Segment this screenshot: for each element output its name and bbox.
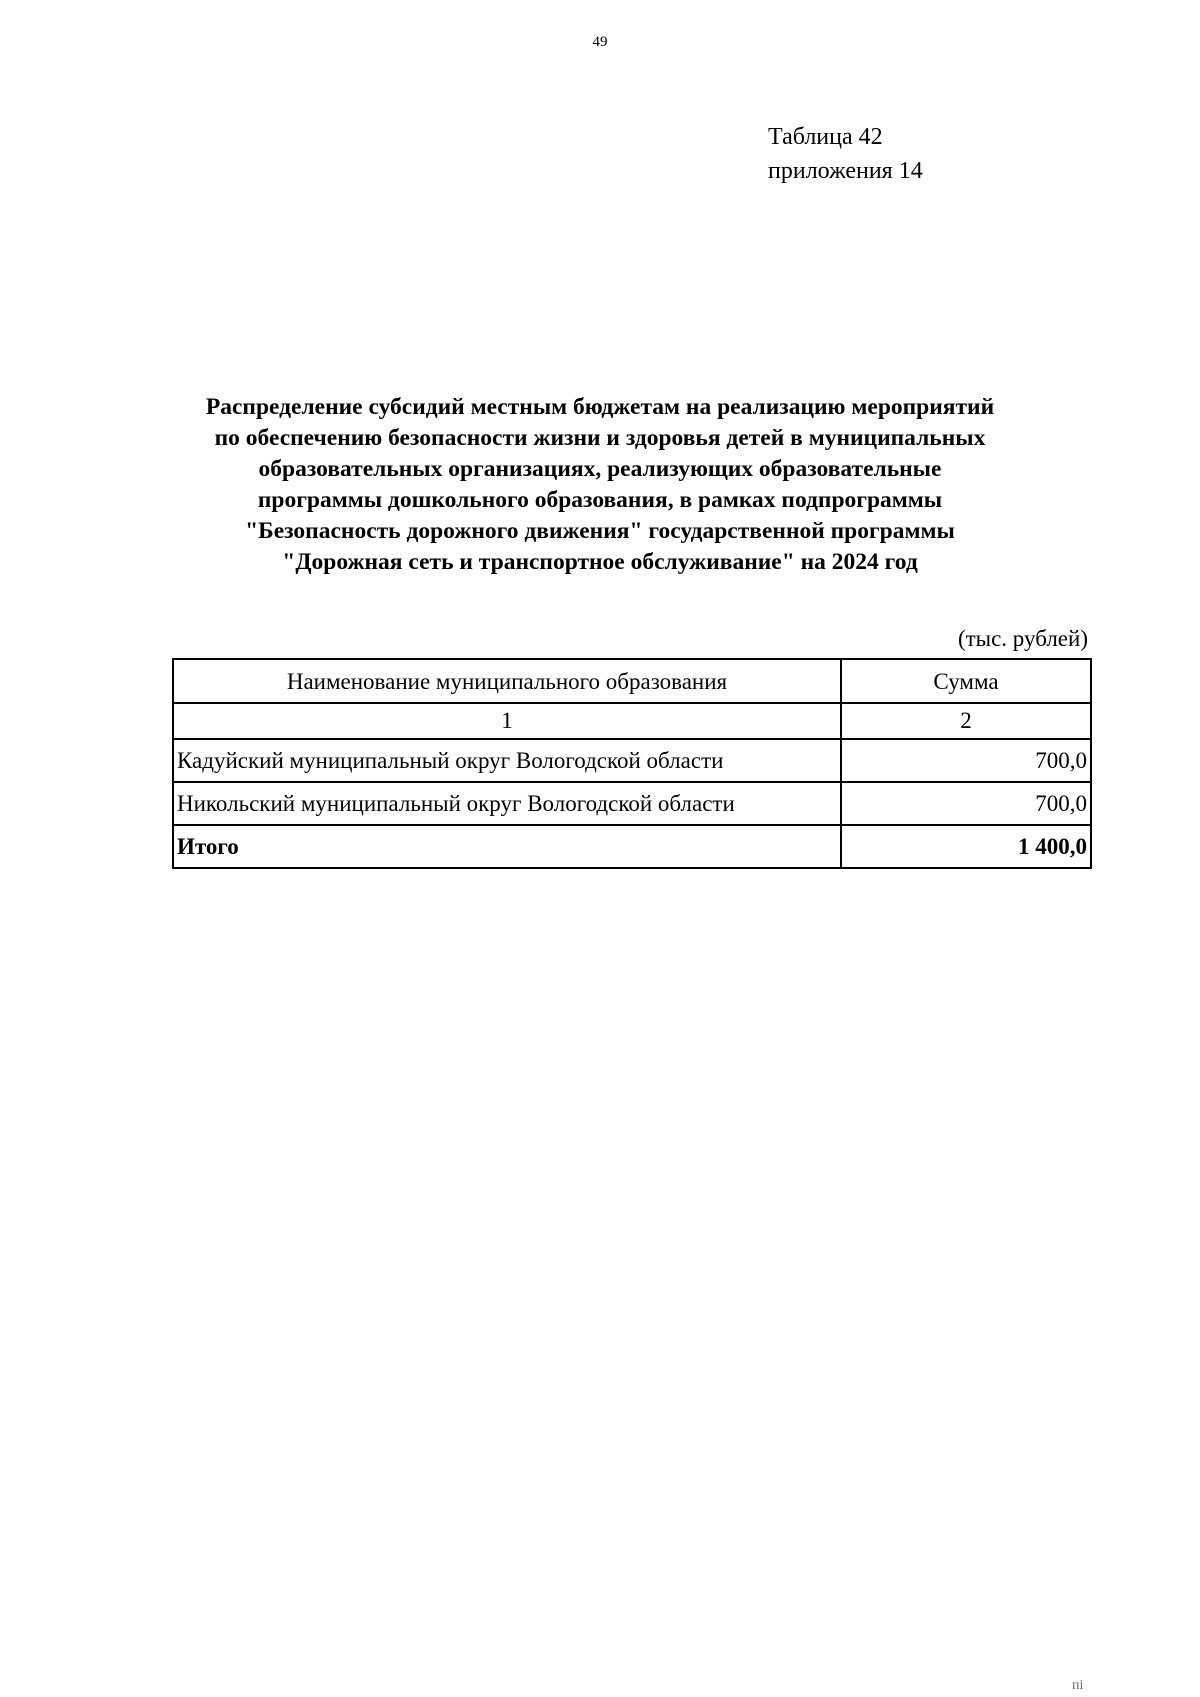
title-line: образовательных организациях, реализующих образовательные: [258, 456, 942, 482]
page-number: 49: [592, 34, 608, 50]
municipality-name: Кадуйский муниципальный округ Вологодской области: [173, 739, 841, 782]
column-number-row: [173, 703, 1091, 739]
header-amount: Сумма: [841, 659, 1091, 703]
amount-value: 700,0: [841, 739, 1091, 782]
corner-mark: пі: [1072, 1678, 1084, 1693]
title-line: "Дорожная сеть и транспортное обслуживание" на 2024 год: [282, 549, 918, 575]
units-label: (тыс. рублей): [957, 626, 1088, 651]
column-number-2: 2: [841, 703, 1091, 739]
total-row: [173, 825, 1091, 868]
title-line: "Безопасность дорожного движения" государственной программы: [245, 518, 955, 544]
table-reference: [768, 120, 923, 188]
title-line: программы дошкольного образования, в рамках подпрограммы: [257, 487, 943, 513]
subsidy-table: [172, 658, 1092, 869]
table-header-row: [173, 659, 1091, 703]
title-line: Распределение субсидий местным бюджетам на реализацию мероприятий: [205, 394, 995, 420]
total-amount: 1 400,0: [841, 825, 1091, 868]
table-row: [173, 739, 1091, 782]
table-reference-appendix: приложения 14: [768, 158, 923, 184]
table-row: [173, 782, 1091, 825]
title-line: по обеспечению безопасности жизни и здоровья детей в муниципальных: [214, 425, 986, 451]
header-municipality: Наименование муниципального образования: [173, 659, 841, 703]
document-title: [100, 392, 1100, 578]
column-number-1: 1: [173, 703, 841, 739]
table-reference-number: Таблица 42: [768, 124, 883, 150]
amount-value: 700,0: [841, 782, 1091, 825]
municipality-name: Никольский муниципальный округ Вологодской области: [173, 782, 841, 825]
total-label: Итого: [173, 825, 841, 868]
